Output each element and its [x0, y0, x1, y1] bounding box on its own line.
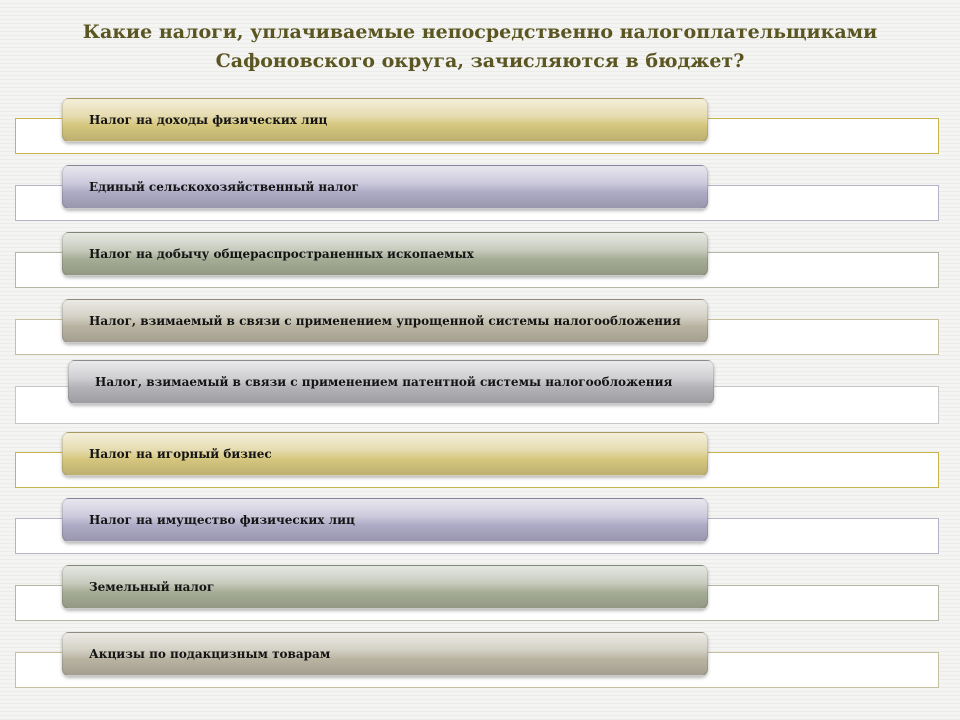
tax-item-label: Налог на игорный бизнес: [89, 447, 272, 461]
tax-item-pill: [62, 632, 708, 676]
tax-item-pill: [62, 565, 708, 609]
tax-item-pill: [62, 498, 708, 542]
slide-title: [20, 18, 940, 76]
tax-item-pill: [62, 98, 708, 142]
tax-item-label: Единый сельскохозяйственный налог: [89, 180, 359, 194]
tax-row-2: [0, 165, 960, 225]
tax-row-7: [0, 498, 960, 558]
tax-row-8: [0, 565, 960, 625]
tax-row-3: [0, 232, 960, 292]
tax-item-label: Налог, взимаемый в связи с применением патентной системы налогообложения: [95, 375, 673, 389]
tax-row-6: [0, 432, 960, 492]
tax-row-5: [0, 360, 960, 420]
tax-item-label: Налог на доходы физических лиц: [89, 113, 328, 127]
tax-item-label: Акцизы по подакцизным товарам: [89, 647, 331, 661]
slide-title-line-1: Какие налоги, уплачиваемые непосредственно налогоплательщиками: [82, 21, 878, 43]
tax-item-pill: [68, 360, 714, 404]
tax-item-label: Налог на добычу общераспространенных ископаемых: [89, 247, 474, 261]
tax-item-pill: [62, 299, 708, 343]
tax-item-pill: [62, 432, 708, 476]
tax-item-label: Земельный налог: [89, 580, 215, 594]
tax-item-label: Налог на имущество физических лиц: [89, 513, 355, 527]
slide-title-line-2: Сафоновского округа, зачисляются в бюджет?: [215, 50, 745, 72]
tax-row-4: [0, 299, 960, 359]
tax-item-label: Налог, взимаемый в связи с применением упрощенной системы налогообложения: [89, 314, 681, 328]
tax-row-9: [0, 632, 960, 692]
tax-row-1: [0, 98, 960, 158]
tax-item-pill: [62, 165, 708, 209]
tax-item-pill: [62, 232, 708, 276]
